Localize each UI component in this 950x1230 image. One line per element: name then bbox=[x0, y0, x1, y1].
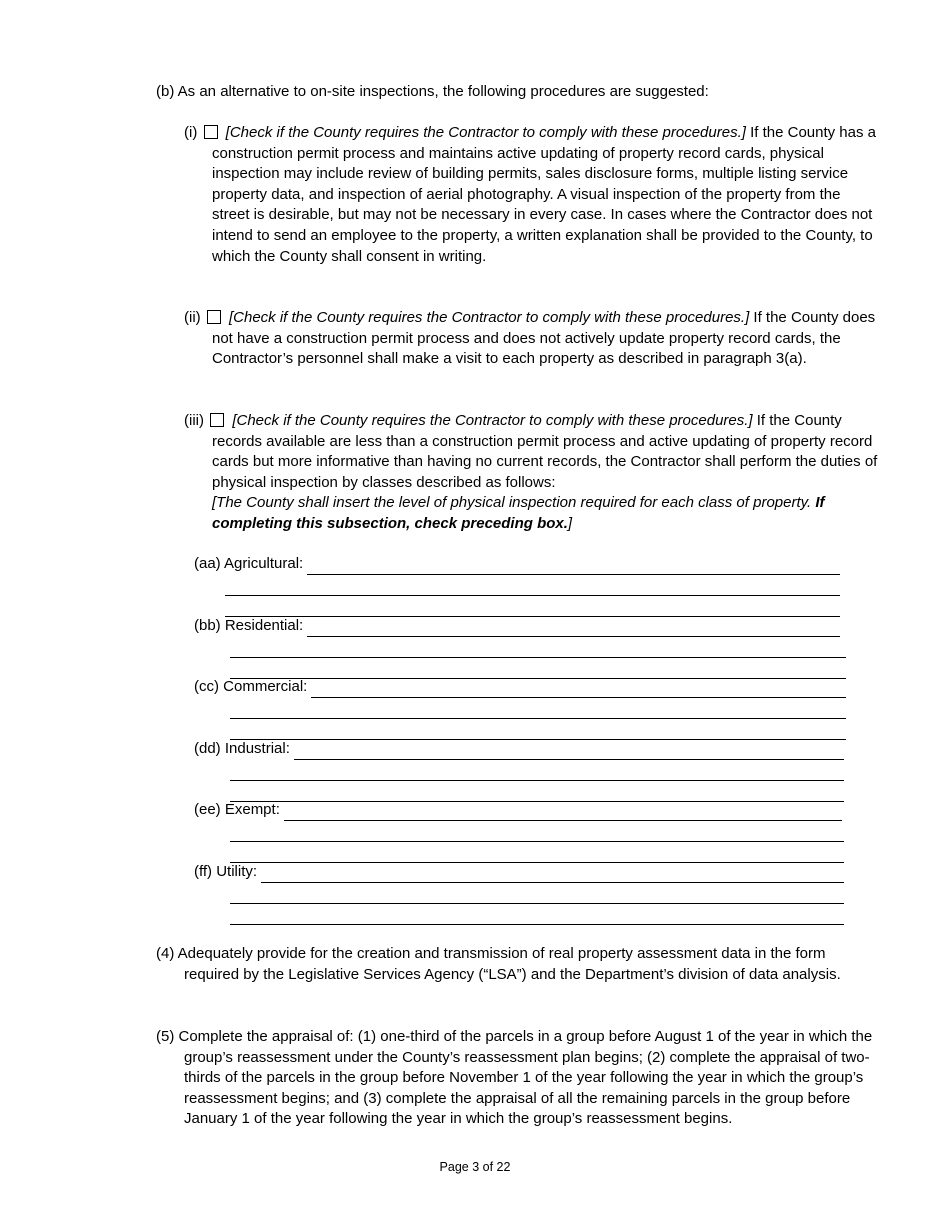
class-commercial-label: (cc) Commercial: bbox=[194, 678, 308, 696]
class-utility-field[interactable] bbox=[261, 867, 844, 883]
item-ii-number: (ii) bbox=[184, 309, 201, 326]
class-agricultural bbox=[194, 554, 840, 617]
item-iii-note-bold: If completing this subsection, check preceding box. bbox=[212, 494, 825, 532]
class-exempt-line-2[interactable] bbox=[230, 826, 844, 842]
class-agricultural-line-2[interactable] bbox=[225, 580, 840, 596]
page-number: Page 3 of 22 bbox=[439, 1160, 511, 1174]
class-utility-line-3[interactable] bbox=[230, 909, 844, 925]
item-ii-text: If the County does not have a construction permit process and does not actively update property record cards, the Contractor’s personnel shall make a visit to each property as described in paragraph 3(a). bbox=[212, 309, 876, 368]
class-commercial-field[interactable] bbox=[311, 682, 846, 698]
item-iii-text: If the County records available are less than a construction permit process and active updating of property record cards but more informative than having no current records, the Contractor shall perform the duties of physical inspection by classes described as follows: bbox=[212, 412, 878, 491]
class-utility bbox=[194, 862, 844, 925]
item-ii bbox=[184, 308, 876, 370]
class-residential bbox=[194, 616, 840, 679]
item-i bbox=[184, 123, 876, 267]
class-commercial-line-2[interactable] bbox=[230, 703, 846, 719]
item-ii-instruction: [Check if the County requires the Contractor to comply with these procedures.] bbox=[229, 309, 750, 326]
class-industrial-label: (dd) Industrial: bbox=[194, 740, 290, 758]
item-iii-note bbox=[212, 493, 882, 534]
item-iii-note-italic: [The County shall insert the level of physical inspection required for each class of property. bbox=[212, 494, 816, 512]
item-iii bbox=[184, 411, 882, 535]
item-i-checkbox[interactable] bbox=[204, 125, 218, 139]
class-agricultural-field[interactable] bbox=[307, 559, 840, 575]
class-commercial bbox=[194, 677, 846, 740]
item-i-number: (i) bbox=[184, 124, 198, 141]
class-exempt-line-3[interactable] bbox=[230, 847, 844, 863]
class-industrial-line-2[interactable] bbox=[230, 765, 844, 781]
class-utility-line-2[interactable] bbox=[230, 888, 844, 904]
intro-paragraph: (b) As an alternative to on-site inspections, the following procedures are suggested: bbox=[156, 83, 709, 100]
class-residential-label: (bb) Residential: bbox=[194, 617, 304, 635]
class-exempt-field[interactable] bbox=[284, 805, 842, 821]
class-industrial-field[interactable] bbox=[294, 744, 844, 760]
class-commercial-line-3[interactable] bbox=[230, 724, 846, 740]
class-residential-field[interactable] bbox=[307, 621, 840, 637]
item-iii-number: (iii) bbox=[184, 412, 204, 429]
class-utility-label: (ff) Utility: bbox=[194, 863, 258, 881]
item-iii-instruction: [Check if the County requires the Contractor to comply with these procedures.] bbox=[232, 412, 753, 429]
item-i-instruction: [Check if the County requires the Contractor to comply with these procedures.] bbox=[225, 124, 746, 141]
class-industrial bbox=[194, 739, 844, 802]
item-ii-checkbox[interactable] bbox=[207, 310, 221, 324]
class-agricultural-line-3[interactable] bbox=[225, 601, 840, 617]
class-exempt-label: (ee) Exempt: bbox=[194, 801, 280, 819]
class-residential-line-2[interactable] bbox=[230, 642, 846, 658]
item-iii-checkbox[interactable] bbox=[210, 413, 224, 427]
class-exempt bbox=[194, 800, 842, 863]
class-agricultural-label: (aa) Agricultural: bbox=[194, 555, 304, 573]
item-iii-note-end: ] bbox=[567, 514, 573, 532]
paragraph-4: (4) Adequately provide for the creation and transmission of real property assessment data in the form required by the Legislative Services Agency (“LSA”) and the Department’s division of data analysis. bbox=[156, 945, 841, 983]
paragraph-5: (5) Complete the appraisal of: (1) one-third of the parcels in a group before August 1 of the year in which the group’s reassessment under the County’s reassessment plan begins; (2) complete the appraisal of two-thirds of the parcels in the group before November 1 of the year following the year in which the group’s reassessment begins; and (3) complete the appraisal of all the remaining parcels in the group before January 1 of the year following the year in which the group’s reassessment begins. bbox=[156, 1028, 873, 1128]
item-i-text: If the County has a construction permit process and maintains active updating of property record cards, physical inspection may include review of building permits, sales disclosure forms, multiple listing service property data, and inspection of aerial photography. A visual inspection of the property from the street is desirable, but may not be necessary in every case. In cases where the Contractor does not intend to send an employee to the property, a written explanation shall be provided to the County, to which the County shall consent in writing. bbox=[212, 124, 876, 265]
